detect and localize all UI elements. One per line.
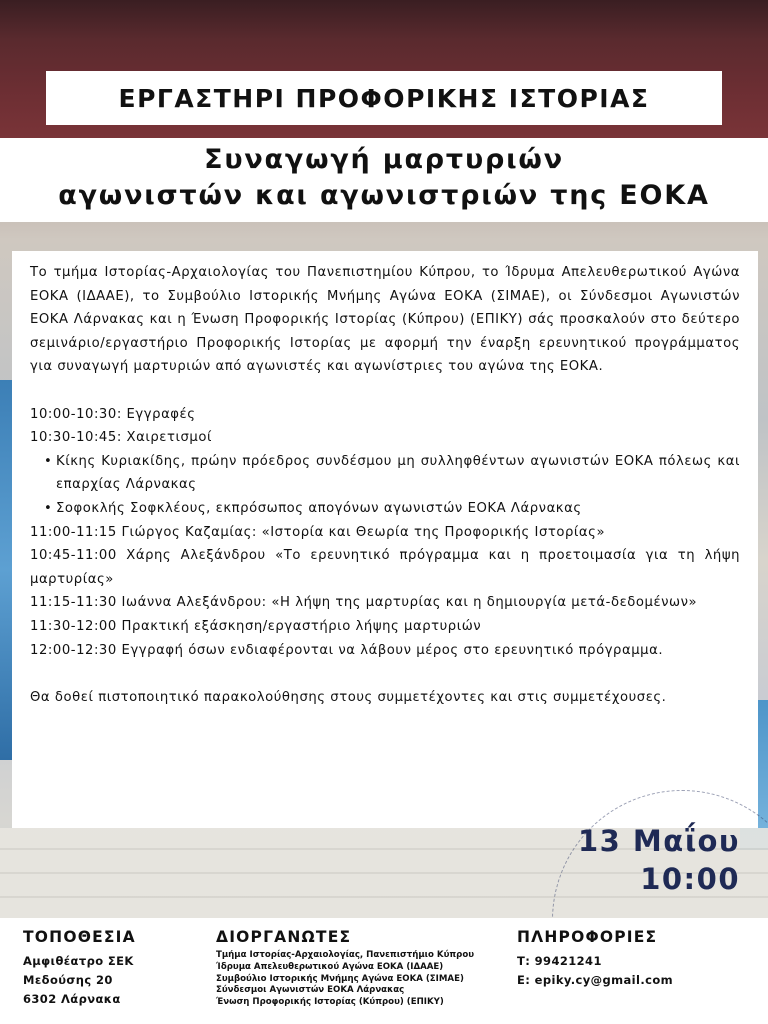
- email-address: E: epiky.cy@gmail.com: [517, 973, 674, 987]
- speaker-item: • Κίκης Κυριακίδης, πρώην πρόεδρος συνδέσμου μη συλληφθέντων αγωνιστών ΕΟΚΑ πόλεως και επαρχίας Λάρνακας: [44, 450, 740, 497]
- organizers-heading: ΔΙΟΡΓΑΝΩΤΕΣ: [216, 928, 352, 946]
- organizer-line: Ίδρυμα Απελευθερωτικού Αγώνα ΕΟΚΑ (ΙΔΑΑΕ): [216, 961, 444, 972]
- program-item: 10:45-11:00 Χάρης Αλεξάνδρου «Το ερευνητικό πρόγραμμα και η προετοιμασία για τη λήψη μαρτυρίας»: [30, 548, 740, 587]
- organizer-line: Ένωση Προφορικής Ιστορίας (Κύπρου) (ΕΠΙΚΥ): [216, 997, 444, 1008]
- invitation-text-box: [12, 251, 758, 828]
- location-line: Αμφιθέατρο ΣΕΚ: [23, 954, 134, 968]
- info-heading: ΠΛΗΡΟΦΟΡΙΕΣ: [517, 928, 658, 946]
- location-heading: ΤΟΠΟΘΕΣΙΑ: [23, 928, 136, 946]
- organizer-line: Συμβούλιο Ιστορικής Μνήμης Αγώνα ΕΟΚΑ (ΣΙΜΑΕ): [216, 973, 464, 984]
- subtitle-banner: [0, 138, 768, 222]
- info-section: [517, 928, 673, 990]
- program-item: 10:00-10:30: Εγγραφές: [30, 406, 196, 422]
- speakers-list: [30, 450, 740, 521]
- organizer-line: Τμήμα Ιστορίας-Αρχαιολογίας, Πανεπιστήμιο Κύπρου: [216, 950, 475, 960]
- program-item: 10:30-10:45: Χαιρετισμοί: [30, 430, 212, 446]
- intro-paragraph: Το τμήμα Ιστορίας-Αρχαιολογίας του Πανεπιστημίου Κύπρου, το Ίδρυμα Απελευθερωτικού Αγώνα ΕΟΚΑ (ΙΔΑΑΕ), το Συμβούλιο Ιστορικής Μνήμης Αγώνα ΕΟΚΑ (ΣΙΜΑΕ), οι Σύνδεσμοι Αγωνιστών ΕΟΚΑ Λάρνακας και η Ένωση Προφορικής Ιστορίας (Κύπρου) (ΕΠΙΚΥ) σάς προσκαλούν στο δεύτερο σεμινάριο/εργαστήριο Προφορικής Ιστορίας με αφορμή την έναρξη ερευνητικού προγράμματος για συναγωγή μαρτυριών από αγωνιστές και αγωνίστριες του αγώνα της ΕΟΚΑ.: [30, 265, 740, 375]
- organizers-section: [216, 928, 474, 1009]
- event-date: 13 Μαΐου: [577, 824, 740, 858]
- location-section: [23, 928, 136, 1009]
- subtitle-line-1: Συναγωγή μαρτυριών: [204, 144, 564, 175]
- event-datetime: [578, 822, 740, 898]
- certificate-note: Θα δοθεί πιστοποιητικό παρακολούθησης στους συμμετέχοντες και στις συμμετέχουσες.: [30, 689, 667, 705]
- program-item: 11:00-11:15 Γιώργος Καζαμίας: «Ιστορία και Θεωρία της Προφορικής Ιστορίας»: [30, 524, 606, 540]
- speaker-item: • Σοφοκλής Σοφκλέους, εκπρόσωπος απογόνων αγωνιστών ΕΟΚΑ Λάρνακας: [44, 497, 740, 521]
- event-time: 10:00: [640, 862, 740, 896]
- location-line: Μεδούσης 20: [23, 973, 113, 987]
- footer: [0, 918, 768, 1024]
- program-item: 11:15-11:30 Ιωάννα Αλεξάνδρου: «Η λήψη της μαρτυρίας και η δημιουργία μετά-δεδομένων»: [30, 595, 698, 611]
- page-title: ΕΡΓΑΣΤΗΡΙ ΠΡΟΦΟΡΙΚΗΣ ΙΣΤΟΡΙΑΣ: [118, 83, 650, 113]
- phone-number: Τ: 99421241: [517, 954, 602, 968]
- program-item: 11:30-12:00 Πρακτική εξάσκηση/εργαστήριο λήψης μαρτυριών: [30, 618, 482, 634]
- subtitle-line-2: αγωνιστών και αγωνιστριών της ΕΟΚΑ: [58, 180, 710, 211]
- location-line: 6302 Λάρνακα: [23, 992, 121, 1006]
- program-item: 12:00-12:30 Εγγραφή όσων ενδιαφέρονται να λάβουν μέρος στο ερευνητικό πρόγραμμα.: [30, 642, 664, 658]
- title-banner: [46, 71, 722, 125]
- organizer-line: Σύνδεσμοι Αγωνιστών ΕΟΚΑ Λάρνακας: [216, 985, 405, 996]
